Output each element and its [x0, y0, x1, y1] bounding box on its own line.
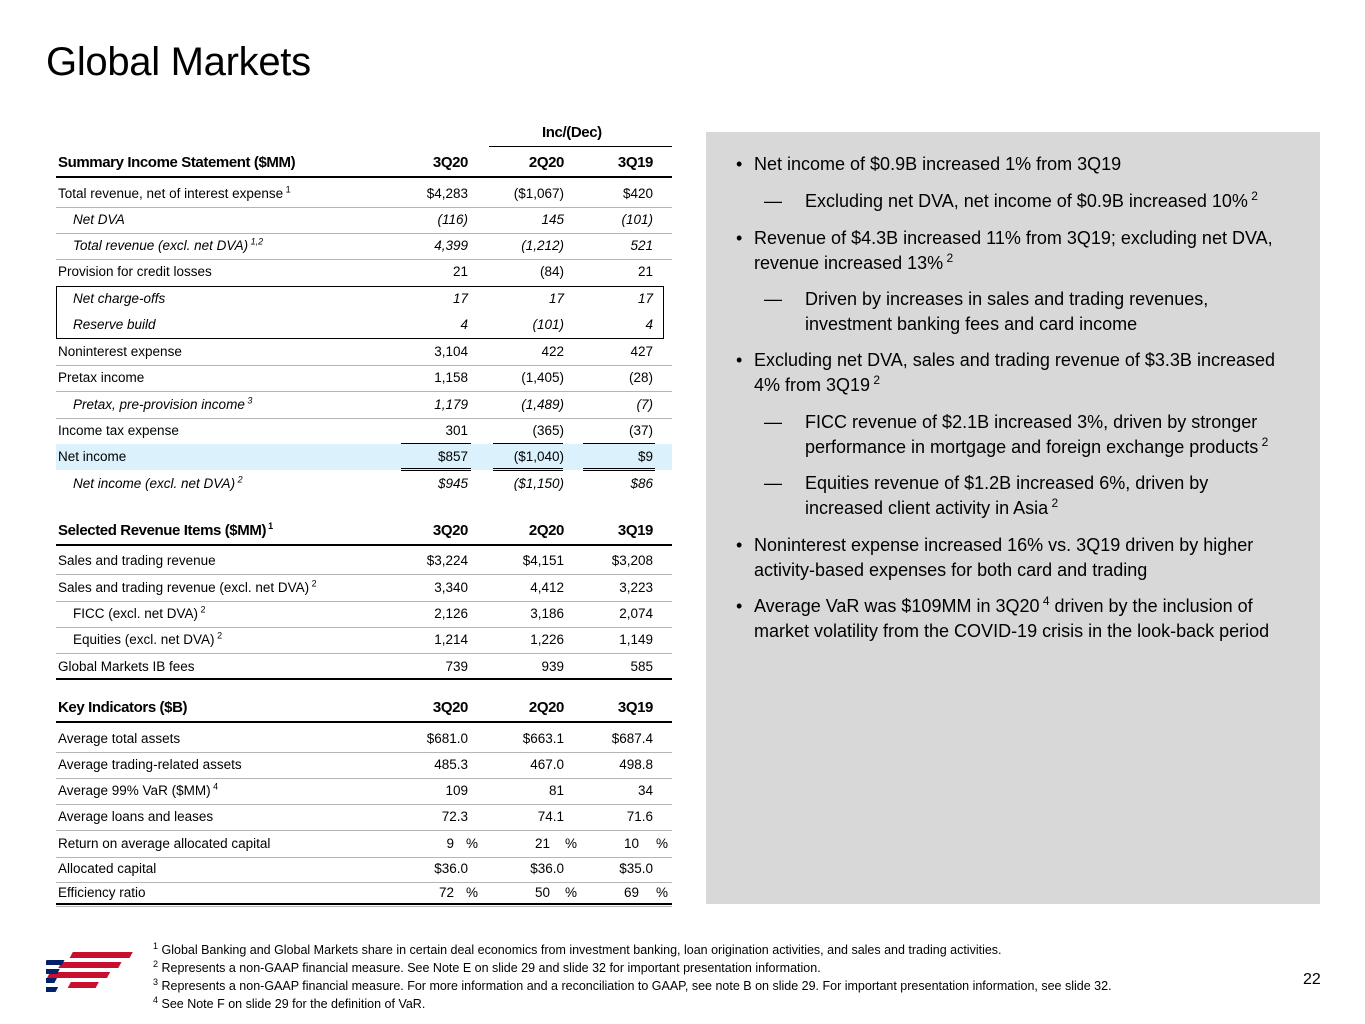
value-c2: 17	[548, 291, 564, 306]
value-c3: 3,223	[619, 580, 653, 595]
percent-sign: %	[564, 885, 577, 900]
percent-sign: %	[465, 885, 478, 900]
value-c1: 21	[452, 264, 468, 279]
value-c3: $35.0	[619, 861, 653, 876]
value-c2: 74.1	[537, 809, 564, 824]
value-c1: $36.0	[434, 861, 468, 876]
value-c2: (1,212)	[521, 238, 564, 253]
value-c3: 3Q19	[617, 154, 653, 171]
value-c3: (7)	[636, 397, 653, 412]
value-c3: (37)	[628, 423, 653, 438]
value-c2: 81	[548, 783, 564, 798]
revenue-items-header	[56, 518, 672, 546]
value-c1: 3,104	[434, 344, 468, 359]
bullet-text-line: Revenue of $4.3B increased 11% from 3Q19; excluding net DVA,	[754, 228, 1273, 248]
value-c3: 4	[645, 317, 653, 332]
value-c1: 1,214	[434, 632, 468, 647]
row-label: Average total assets	[58, 731, 181, 746]
total-double-underline	[493, 468, 563, 471]
footnote-ref: 2	[943, 251, 954, 265]
subtotal-underline	[401, 443, 471, 444]
footnote-ref: 2	[235, 474, 243, 485]
row-label: Key Indicators ($B)	[58, 699, 188, 716]
value-c2: 1,226	[530, 632, 564, 647]
row-label: Net income	[58, 449, 127, 464]
value-c3: $9	[637, 449, 653, 464]
value-c1: (116)	[437, 212, 468, 227]
value-c2: 2Q20	[528, 154, 564, 171]
footnote-ref: 1,2	[248, 236, 264, 247]
row-label: Equities (excl. net DVA) $^2$	[73, 630, 223, 647]
page-number: 22	[1303, 971, 1321, 988]
value-c1: 109	[445, 783, 468, 798]
percent-sign: %	[655, 885, 668, 900]
value-c1: 3,340	[434, 580, 468, 595]
value-c1: 17	[452, 291, 468, 306]
bullet-text-line: market volatility from the COVID-19 crisis in the look-back period	[754, 621, 1270, 641]
value-c3: (101)	[621, 212, 653, 227]
value-c2: ($1,150)	[513, 476, 564, 491]
footnote-number: 1	[153, 940, 159, 951]
subtotal-underline	[493, 443, 563, 444]
row-label: Return on average allocated capital	[58, 836, 271, 851]
value-c3: 585	[630, 659, 653, 674]
row-label: Efficiency ratio	[58, 885, 146, 900]
value-c3: 69	[623, 885, 639, 900]
table-row	[56, 365, 672, 392]
value-c2: 145	[541, 212, 564, 227]
table-row	[56, 233, 672, 260]
value-c2: (84)	[539, 264, 564, 279]
value-c2: 422	[541, 344, 564, 359]
table-row	[56, 575, 672, 602]
row-label: Average 99% VaR ($MM) $^4$	[58, 781, 219, 798]
value-c3: 3Q19	[617, 522, 653, 539]
footnote-number: 2	[153, 958, 159, 969]
table-row	[56, 804, 672, 831]
value-c1: 1,179	[434, 397, 468, 412]
percent-sign: %	[564, 836, 577, 851]
value-c1: 3Q20	[432, 522, 468, 539]
footnote: $^2$ Represents a non-GAAP financial measure. See Note E on slide 29 and slide 32 for important presentation information.	[153, 958, 821, 975]
table-row	[56, 831, 672, 858]
value-c2: 3,186	[530, 606, 564, 621]
footnote-ref: 1	[283, 184, 291, 195]
value-c2: ($1,067)	[513, 186, 564, 201]
bullet-text-line: Excluding net DVA, net income of $0.9B increased 10% $^2$	[805, 189, 1258, 211]
value-c2: (1,489)	[521, 397, 564, 412]
bullet-text-line: Driven by increases in sales and trading revenues,	[805, 289, 1209, 309]
value-c1: $4,283	[426, 186, 468, 201]
row-label: Average trading-related assets	[58, 757, 242, 772]
footnote-ref: 3	[244, 395, 253, 406]
footnote-ref: 2	[198, 604, 206, 615]
row-label: Provision for credit losses	[58, 264, 212, 279]
table-row	[56, 654, 672, 680]
value-c1: 72	[438, 885, 454, 900]
row-label: Reserve build	[73, 317, 156, 332]
value-c3: 427	[630, 344, 653, 359]
value-c2: 4,412	[530, 580, 564, 595]
bullet-text-line: increased client activity in Asia $^2$	[805, 496, 1059, 518]
value-c1: 3Q20	[432, 699, 468, 716]
table-row	[56, 339, 672, 366]
footnote: $^3$ Represents a non-GAAP financial measure. For more information and a reconciliation to GAAP, see note B on slide 29. For important presentation information, see slide 32.	[153, 976, 1112, 993]
value-c3: 17	[637, 291, 653, 306]
value-c3: 2,074	[619, 606, 653, 621]
row-label: Sales and trading revenue	[58, 553, 216, 568]
dash-marker: —	[764, 412, 782, 432]
dash-marker: —	[764, 191, 782, 211]
value-c2: 21	[534, 836, 550, 851]
table-row	[56, 856, 672, 883]
value-c3: 21	[637, 264, 653, 279]
value-c3: $420	[622, 186, 653, 201]
footnote: $^1$ Global Banking and Global Markets share in certain deal economics from investment banking, loan origination activities, and sales and trading activities.	[153, 940, 1002, 957]
bullet-marker: •	[736, 350, 743, 370]
value-c1: 4	[460, 317, 468, 332]
bank-flag-logo-icon	[46, 946, 138, 994]
row-label: Average loans and leases	[58, 809, 214, 824]
value-c1: 72.3	[441, 809, 468, 824]
value-c2: (1,405)	[521, 370, 564, 385]
subtotal-underline	[583, 443, 655, 444]
value-c2: 2Q20	[528, 522, 564, 539]
row-label: Noninterest expense	[58, 344, 182, 359]
footnote-ref: 2	[1258, 435, 1269, 449]
value-c2: ($1,040)	[513, 449, 564, 464]
bullet-marker: •	[736, 228, 743, 248]
bullet-text-line: FICC revenue of $2.1B increased 3%, driven by stronger	[805, 412, 1258, 432]
key-indicators-header	[56, 695, 672, 723]
row-label: Allocated capital	[58, 861, 157, 876]
percent-sign: %	[655, 836, 668, 851]
value-c3: 1,149	[619, 632, 653, 647]
total-double-underline	[583, 468, 655, 471]
value-c1: $3,224	[426, 553, 468, 568]
table-rule	[56, 678, 672, 680]
footnote-ref: 2	[870, 373, 881, 387]
value-c3: $86	[630, 476, 653, 491]
footnote-ref: 2	[214, 630, 223, 641]
table-row	[56, 392, 672, 419]
row-label: Income tax expense	[58, 423, 179, 438]
row-label: Net income (excl. net DVA) $^2$	[73, 474, 243, 491]
value-c2: $36.0	[530, 861, 564, 876]
value-c3: 71.6	[626, 809, 653, 824]
bullet-text-line: investment banking fees and card income	[805, 314, 1138, 334]
value-c1: $945	[437, 476, 468, 491]
value-c1: 9	[446, 836, 454, 851]
value-c1: 3Q20	[432, 154, 468, 171]
row-label: Sales and trading revenue (excl. net DVA) $^2$	[58, 578, 317, 595]
value-c3: 521	[630, 238, 653, 253]
row-label: Total revenue (excl. net DVA) $^{1,2}$	[73, 236, 264, 253]
row-label: Net DVA	[73, 212, 125, 227]
total-double-underline	[401, 468, 471, 471]
value-c1: 301	[445, 423, 468, 438]
footnote-ref: 4	[210, 781, 219, 792]
table-row	[56, 726, 672, 753]
bullet-text-line: Average VaR was $109MM in 3Q20 $^4$ driven by the inclusion of	[754, 594, 1253, 616]
bullet-text-line: Excluding net DVA, sales and trading revenue of $3.3B increased	[754, 350, 1275, 370]
value-c3: 10	[623, 836, 639, 851]
table-row	[56, 627, 672, 654]
table-row	[56, 752, 672, 779]
value-c2: (365)	[532, 423, 564, 438]
footnote-ref: 4	[1039, 594, 1050, 608]
row-label: Total revenue, net of interest expense $^1$	[58, 184, 291, 201]
summary-header	[56, 150, 672, 178]
value-c2: 2Q20	[528, 699, 564, 716]
dash-marker: —	[764, 473, 782, 493]
value-c2: 50	[534, 885, 550, 900]
footnote-ref: 2	[309, 578, 317, 589]
row-label: Pretax income	[58, 370, 145, 385]
value-c3: 3Q19	[617, 699, 653, 716]
value-c3: 498.8	[619, 757, 653, 772]
bullet-marker: •	[736, 154, 743, 174]
value-c1: 4,399	[434, 238, 468, 253]
bullet-marker: •	[736, 596, 743, 616]
bullet-text-line: performance in mortgage and foreign exchange products $^2$	[805, 435, 1269, 457]
footnote: $^4$ See Note F on slide 29 for the definition of VaR.	[153, 994, 426, 1011]
table-row	[56, 548, 672, 575]
footnote-ref: 1	[266, 521, 273, 531]
footnote-ref: 2	[1247, 189, 1258, 203]
footnote-number: 4	[153, 994, 159, 1005]
value-c1: 1,158	[434, 370, 468, 385]
table-rule	[56, 903, 672, 905]
table-row	[56, 778, 672, 805]
row-label: Global Markets IB fees	[58, 659, 195, 674]
row-label: Pretax, pre-provision income $^3$	[73, 395, 253, 412]
page-title: Global Markets	[46, 40, 311, 84]
value-c1: $857	[437, 449, 468, 464]
value-c1: $681.0	[426, 731, 468, 746]
table-row	[56, 207, 672, 234]
footnote-number: 3	[153, 976, 159, 987]
row-label: Selected Revenue Items ($MM) $^1$	[58, 521, 273, 539]
bullet-text-line: revenue increased 13% $^2$	[754, 251, 954, 273]
row-label: Net charge-offs	[73, 291, 166, 306]
inc-dec-rule	[489, 146, 672, 147]
value-c2: $4,151	[522, 553, 564, 568]
table-row	[56, 471, 672, 497]
dash-marker: —	[764, 289, 782, 309]
value-c3: $3,208	[611, 553, 653, 568]
provision-detail-box	[56, 286, 664, 339]
row-label: FICC (excl. net DVA) $^2$	[73, 604, 206, 621]
bullet-text-line: 4% from 3Q19 $^2$	[754, 373, 881, 395]
table-row	[56, 418, 672, 445]
value-c3: (28)	[628, 370, 653, 385]
bullet-text-line: Equities revenue of $1.2B increased 6%, driven by	[805, 473, 1209, 493]
bullet-text-line: Net income of $0.9B increased 1% from 3Q19	[754, 154, 1122, 174]
value-c2: 467.0	[530, 757, 564, 772]
value-c3: 34	[637, 783, 653, 798]
row-label: Summary Income Statement ($MM)	[58, 154, 296, 171]
table-row	[56, 601, 672, 628]
value-c1: 739	[445, 659, 468, 674]
net-income-row	[56, 444, 672, 470]
table-row	[56, 181, 672, 208]
value-c1: 485.3	[434, 757, 468, 772]
bullet-text-line: Noninterest expense increased 16% vs. 3Q19 driven by higher	[754, 535, 1254, 555]
value-c2: 939	[541, 659, 564, 674]
value-c2: $663.1	[522, 731, 564, 746]
bullet-text-line: activity-based expenses for both card and trading	[754, 560, 1148, 580]
value-c3: $687.4	[611, 731, 653, 746]
bullet-marker: •	[736, 535, 743, 555]
percent-sign: %	[465, 836, 478, 851]
value-c2: (101)	[532, 317, 564, 332]
table-row	[56, 259, 672, 285]
footnote-ref: 2	[1048, 496, 1059, 510]
value-c1: 2,126	[434, 606, 468, 621]
inc-dec-header: Inc/(Dec)	[542, 124, 602, 141]
